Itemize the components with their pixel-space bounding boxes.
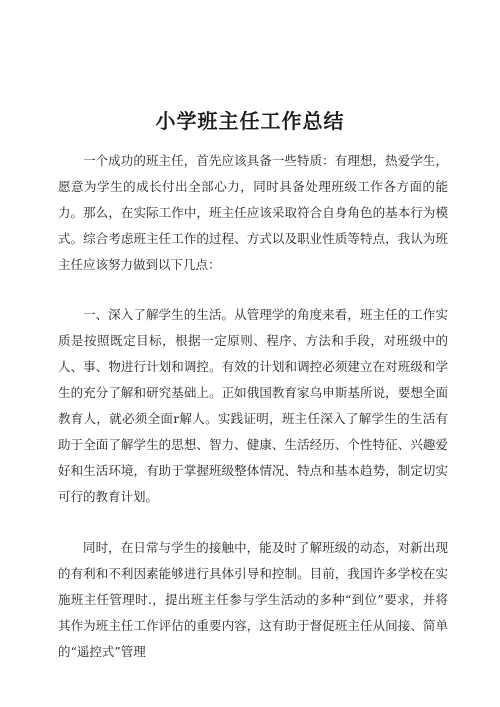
paragraph-point-one: 一、深入了解学生的生活。从管理学的角度来看，班主任的工作实质是按照既定目标，根据一定原则、程序、方法和手段，对班级中的人、事、物进行计划和调控。有效的计划和调控必须建立在对班级和学生的充分了解和研究基础上。正如俄国教育家乌申斯基所说，要想全面教育人，就必须全面r解人。实践证明，班主任深入了解学生的生活有助于全面了解学生的思想、智力、健康、生活经历、个性特征、兴趣爱好和生活环境，有助于掌握班级整体情况、特点和基本趋势，制定切实可行的教育计划。 bbox=[58, 307, 448, 504]
paragraph-intro: 一个成功的班主任，首先应该具备一些特质：有理想，热爱学生，愿意为学生的成长付出全部心力，同时具备处理班级工作各方面的能力。那么，在实际工作中，班主任应该采取符合自身角色的基本行为模式。综合考虑班主任工作的过程、方式以及职业性质等特点，我认为班主任应该努力做到以下几点： bbox=[58, 153, 448, 272]
document-title: 小学班主任工作总结 bbox=[155, 109, 345, 134]
paragraph-continuation: 同时，在日常与学生的接触中，能及时了解班级的动态，对新出现的有利和不利因素能够进行具体引导和控制。目前，我国许多学校在实施班主任管理时.，提出班主任参与学生活动的多种“到位”要求，并将其作为班主任工作评估的重要内容，这有助于督促班主任从间接、简单的“遥控式”管理 bbox=[58, 540, 448, 659]
